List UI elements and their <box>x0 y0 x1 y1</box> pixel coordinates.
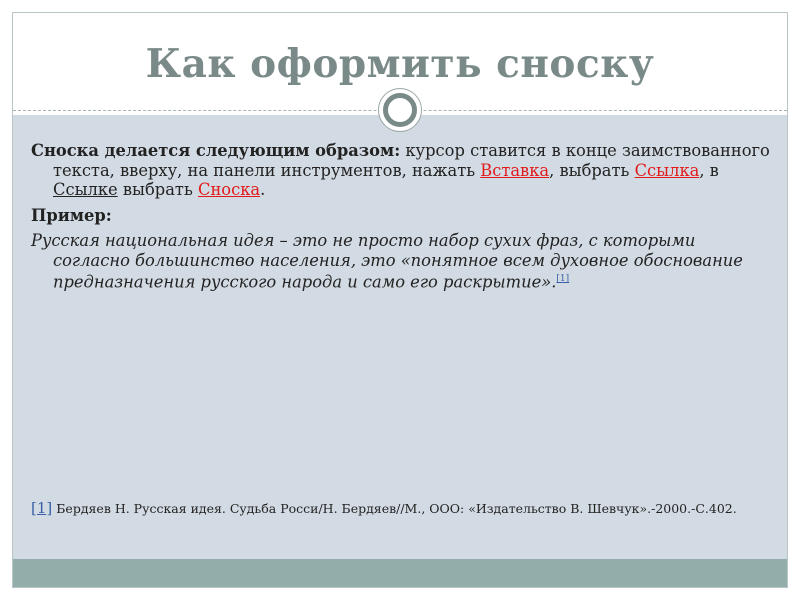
instruction-text-4: выбрать <box>117 180 198 199</box>
slide <box>12 12 788 588</box>
circle-ornament-icon <box>378 88 422 132</box>
slide-content <box>31 141 776 298</box>
footnote-back-link[interactable]: [1] <box>31 499 53 517</box>
instruction-text-2: , выбрать <box>549 160 635 180</box>
in-reference-link[interactable]: Ссылке <box>53 180 118 199</box>
footnote-reference-link[interactable]: [1] <box>556 274 570 284</box>
quote-text: Русская национальная идея – это не просто набор сухих фраз, с которыми согласно большинство населения, это «понятное всем духовное обоснование предназначения русского народа и само его раскрытие». <box>31 231 743 292</box>
example-label-paragraph <box>31 206 776 226</box>
instruction-paragraph <box>31 141 776 200</box>
instruction-text-5: . <box>260 180 266 199</box>
footnote-text: Бердяев Н. Русская идея. Судьба Росси/Н. Бердяев//М., ООО: «Издательство В. Шевчук».-2000.-С.402. <box>56 501 737 516</box>
quote-paragraph <box>31 231 776 292</box>
footnote-menu-link[interactable]: Сноска <box>197 180 261 199</box>
slide-title: Как оформить сноску <box>145 41 655 87</box>
insert-menu-link[interactable]: Вставка <box>480 160 550 180</box>
instruction-text-3: , в <box>699 160 719 180</box>
footer-bar <box>13 559 787 587</box>
reference-menu-link[interactable]: Ссылка <box>634 160 700 180</box>
instruction-text-1: курсор ставится в конце заимствованного текста, вверху, на панели инструментов, нажать <box>53 141 770 180</box>
example-label: Пример: <box>31 205 112 225</box>
instruction-label: Сноска делается следующим образом: <box>31 141 401 160</box>
footnote <box>31 499 776 517</box>
